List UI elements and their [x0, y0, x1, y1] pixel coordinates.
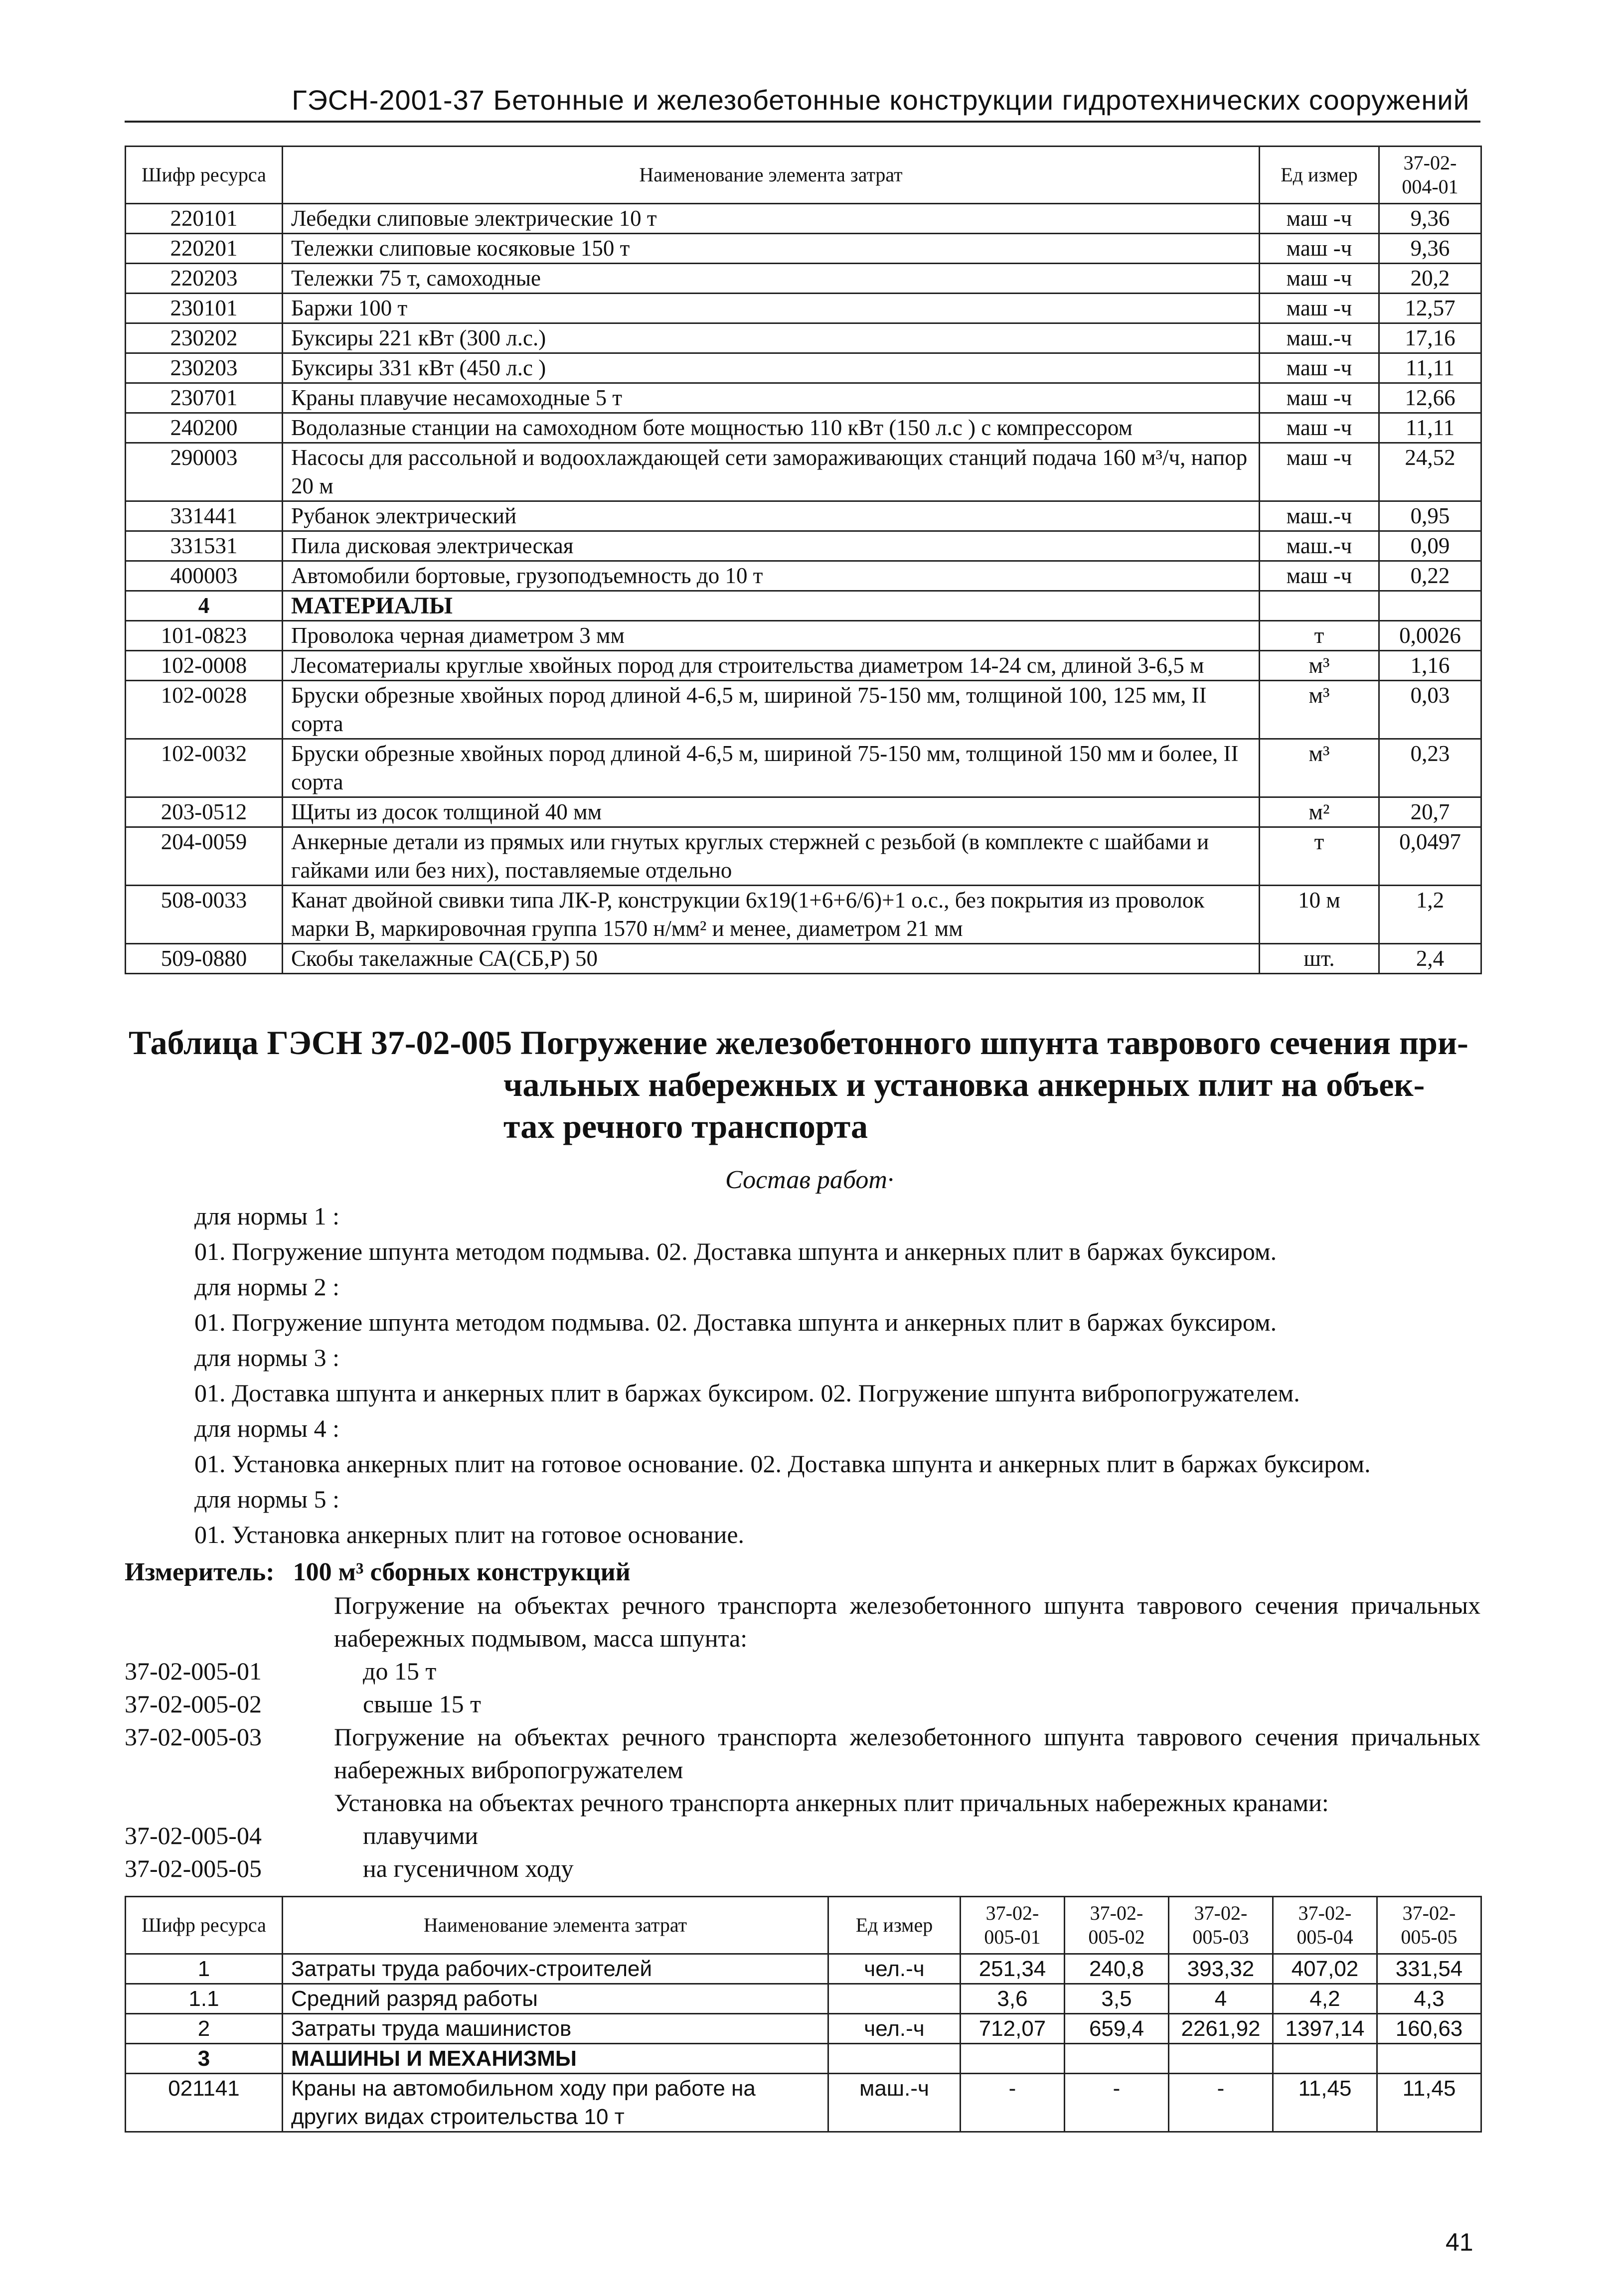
table-row: [126, 264, 1481, 294]
value-cell: [1169, 2044, 1273, 2074]
value-cell: 20,2: [1379, 264, 1481, 294]
resource-code-cell: 230203: [126, 353, 283, 383]
table-row: [126, 561, 1481, 591]
unit-cell: маш.-ч: [828, 2074, 961, 2132]
work-description: 01. Погружение шпунта методом подмыва. 02. Доставка шпунта и анкерных плит в баржах буксиром.: [194, 1237, 1277, 1265]
variant-text: плавучими: [363, 1822, 479, 1849]
resource-code-cell: 230202: [126, 323, 283, 353]
value-cell: 9,36: [1379, 234, 1481, 264]
value-cell: 4,3: [1377, 1984, 1481, 2014]
table-row: [126, 353, 1481, 383]
value-cell: 0,09: [1379, 531, 1481, 561]
resource-code-cell: 4: [126, 591, 283, 621]
table-row: [126, 651, 1481, 681]
value-cell: 11,11: [1379, 413, 1481, 443]
resource-code-cell: 240200: [126, 413, 283, 443]
table-row: [126, 443, 1481, 501]
unit-cell: маш -ч: [1260, 383, 1379, 413]
value-cell: [1065, 2044, 1169, 2074]
work-description: 01. Установка анкерных плит на готовое основание.: [194, 1521, 745, 1548]
work-description: 01. Доставка шпунта и анкерных плит в баржах буксиром. 02. Погружение шпунта вибропогружателем.: [194, 1379, 1300, 1407]
unit-cell: т: [1260, 827, 1379, 886]
value-cell: 12,66: [1379, 383, 1481, 413]
value-cell: 20,7: [1379, 797, 1481, 827]
page-header-title: ГЭСН-2001-37 Бетонные и железобетонные конструкции гидротехнических сооружений: [292, 84, 1469, 116]
unit-cell: маш.-ч: [1260, 531, 1379, 561]
unit-cell: м³: [1260, 651, 1379, 681]
table-heading-line-3: тах речного транспорта: [503, 1107, 868, 1145]
resource-name-cell: Лесоматериалы круглые хвойных пород для строительства диаметром 14-24 см, длиной 3-6,5 м: [283, 651, 1260, 681]
variant-code: 37-02-005-01: [125, 1657, 262, 1685]
variant-code: 37-02-005-04: [125, 1822, 262, 1849]
value-cell: 160,63: [1377, 2014, 1481, 2044]
resource-name-cell: Канат двойной свивки типа ЛК-Р, конструкции 6х19(1+6+6/6)+1 о.с., без покрытия из проволок марки В, маркировочная группа 1570 н/мм² и менее, диаметром 21 мм: [283, 886, 1260, 944]
table-row: [126, 204, 1481, 234]
table-row: [126, 739, 1481, 797]
resource-name-cell: Проволока черная диаметром 3 мм: [283, 621, 1260, 651]
unit-cell: т: [1260, 621, 1379, 651]
norm-label: для нормы 1 :: [194, 1202, 340, 1230]
value-cell: 0,95: [1379, 501, 1481, 531]
table-row: [126, 1954, 1481, 1984]
col-header-unit: Ед измер: [828, 1897, 961, 1954]
unit-cell: м³: [1260, 739, 1379, 797]
table-row: [126, 797, 1481, 827]
table-row: [126, 323, 1481, 353]
value-cell: 1397,14: [1273, 2014, 1377, 2044]
norm-label: для нормы 2 :: [194, 1273, 340, 1301]
table-heading: [129, 1022, 1484, 1147]
table-heading-line-1: Таблица ГЭСН 37-02-005 Погружение железобетонного шпунта таврового сечения при-: [129, 1024, 1468, 1062]
resource-name-cell: Краны на автомобильном ходу при работе на других видах строительства 10 т: [283, 2074, 828, 2132]
value-cell: 407,02: [1273, 1954, 1377, 1984]
unit-cell: маш -ч: [1260, 443, 1379, 501]
resource-name-cell: Баржи 100 т: [283, 294, 1260, 323]
value-cell: 2,4: [1379, 944, 1481, 974]
value-cell: [1377, 2044, 1481, 2074]
value-cell: 331,54: [1377, 1954, 1481, 1984]
value-cell: 1,2: [1379, 886, 1481, 944]
resource-name-cell: Рубанок электрический: [283, 501, 1260, 531]
value-cell: 12,57: [1379, 294, 1481, 323]
unit-cell: [828, 1984, 961, 2014]
resource-code-cell: 331531: [126, 531, 283, 561]
value-cell: [961, 2044, 1065, 2074]
table-row: [126, 944, 1481, 974]
resource-name-cell: Бруски обрезные хвойных пород длиной 4-6,5 м, шириной 75-150 мм, толщиной 100, 125 мм, II сорта: [283, 681, 1260, 739]
resources-table-37-02-005: [125, 1896, 1482, 2133]
unit-cell: [1260, 591, 1379, 621]
resource-name-cell: Затраты труда машинистов: [283, 2014, 828, 2044]
resource-name-cell: Буксиры 221 кВт (300 л.с.): [283, 323, 1260, 353]
table-body: [126, 1954, 1481, 2132]
table-row: [126, 827, 1481, 886]
value-cell: [1379, 591, 1481, 621]
value-cell: 659,4: [1065, 2014, 1169, 2044]
resource-name-cell: Автомобили бортовые, грузоподъемность до 10 т: [283, 561, 1260, 591]
resource-code-cell: 290003: [126, 443, 283, 501]
value-cell: 1,16: [1379, 651, 1481, 681]
resource-code-cell: 230701: [126, 383, 283, 413]
value-cell: 24,52: [1379, 443, 1481, 501]
table-row: [126, 413, 1481, 443]
resource-code-cell: 220203: [126, 264, 283, 294]
resource-name-cell: Тележки 75 т, самоходные: [283, 264, 1260, 294]
value-cell: -: [961, 2074, 1065, 2132]
col-header-norm-04: 37-02-005-04: [1273, 1897, 1377, 1954]
unit-cell: маш.-ч: [1260, 501, 1379, 531]
unit-cell: [828, 2044, 961, 2074]
value-cell: 0,03: [1379, 681, 1481, 739]
resource-code-cell: 2: [126, 2014, 283, 2044]
unit-cell: маш -ч: [1260, 413, 1379, 443]
col-header-norm-03: 37-02-005-03: [1169, 1897, 1273, 1954]
col-header-norm: 37-02-004-01: [1379, 147, 1481, 204]
value-cell: 393,32: [1169, 1954, 1273, 1984]
table-row: [126, 294, 1481, 323]
resource-code-cell: 203-0512: [126, 797, 283, 827]
section-row: [126, 591, 1481, 621]
table-header-row: [126, 1897, 1481, 1954]
resource-name-cell: Анкерные детали из прямых или гнутых круглых стержней с резьбой (в комплекте с шайбами и гайками или без них), поставляемые отдельно: [283, 827, 1260, 886]
section-row: [126, 2044, 1481, 2074]
unit-cell: маш -ч: [1260, 234, 1379, 264]
work-composition-list: [125, 1199, 1480, 1552]
table-body: [126, 204, 1481, 974]
table-row: [126, 501, 1481, 531]
variant-text: Погружение на объектах речного транспорта железобетонного шпунта таврового сечения причальных набережных вибропогружателем: [334, 1723, 1480, 1784]
resource-code-cell: 102-0032: [126, 739, 283, 797]
value-cell: 3,5: [1065, 1984, 1169, 2014]
variant-text: до 15 т: [363, 1657, 437, 1685]
resource-name-cell: Краны плавучие несамоходные 5 т: [283, 383, 1260, 413]
value-cell: 0,0497: [1379, 827, 1481, 886]
col-header-name: Наименование элемента затрат: [283, 1897, 828, 1954]
variant-text: свыше 15 т: [363, 1690, 481, 1718]
col-header-norm-02: 37-02-005-02: [1065, 1897, 1169, 1954]
resources-table-37-02-004: [125, 146, 1482, 974]
resource-name-cell: МАТЕРИАЛЫ: [283, 591, 1260, 621]
work-composition-heading: Состав работ·: [725, 1166, 894, 1194]
table-heading-line-2: чальных набережных и установка анкерных плит на объек-: [503, 1066, 1425, 1103]
value-cell: 240,8: [1065, 1954, 1169, 1984]
resource-code-cell: 101-0823: [126, 621, 283, 651]
variant-code: 37-02-005-05: [125, 1854, 262, 1882]
resource-code-cell: 102-0008: [126, 651, 283, 681]
resource-name-cell: Тележки слиповые косяковые 150 т: [283, 234, 1260, 264]
value-cell: 2261,92: [1169, 2014, 1273, 2044]
resource-name-cell: Водолазные станции на самоходном боте мощностью 110 кВт (150 л.с ) с компрессором: [283, 413, 1260, 443]
unit-cell: маш -ч: [1260, 561, 1379, 591]
value-cell: -: [1169, 2074, 1273, 2132]
resource-name-cell: Скобы такелажные СА(СБ,Р) 50: [283, 944, 1260, 974]
measure-line: [125, 1557, 1480, 1587]
value-cell: 9,36: [1379, 204, 1481, 234]
table-header-row: [126, 147, 1481, 204]
resource-code-cell: 3: [126, 2044, 283, 2074]
resource-code-cell: 204-0059: [126, 827, 283, 886]
resource-name-cell: Пила дисковая электрическая: [283, 531, 1260, 561]
header-rule: [125, 121, 1480, 123]
resource-code-cell: 230101: [126, 294, 283, 323]
unit-cell: м³: [1260, 681, 1379, 739]
value-cell: 3,6: [961, 1984, 1065, 2014]
unit-cell: м²: [1260, 797, 1379, 827]
value-cell: 4: [1169, 1984, 1273, 2014]
col-header-unit: Ед измер: [1260, 147, 1379, 204]
norm-variants: [125, 1589, 1480, 1885]
table-row: [126, 383, 1481, 413]
unit-cell: чел.-ч: [828, 2014, 961, 2044]
unit-cell: чел.-ч: [828, 1954, 961, 1984]
col-header-name: Наименование элемента затрат: [283, 147, 1260, 204]
norm-label: для нормы 4 :: [194, 1414, 340, 1442]
col-header-code: Шифр ресурса: [126, 1897, 283, 1954]
unit-cell: маш -ч: [1260, 294, 1379, 323]
value-cell: 11,11: [1379, 353, 1481, 383]
table-row: [126, 681, 1481, 739]
variant-intro-2: Установка на объектах речного транспорта анкерных плит причальных набережных кранами:: [334, 1789, 1329, 1817]
table-row: [126, 1984, 1481, 2014]
resource-name-cell: Буксиры 331 кВт (450 л.с ): [283, 353, 1260, 383]
resource-code-cell: 102-0028: [126, 681, 283, 739]
col-header-code: Шифр ресурса: [126, 147, 283, 204]
work-description: 01. Установка анкерных плит на готовое основание. 02. Доставка шпунта и анкерных плит в баржах буксиром.: [194, 1450, 1371, 1478]
value-cell: 0,22: [1379, 561, 1481, 591]
resource-name-cell: МАШИНЫ И МЕХАНИЗМЫ: [283, 2044, 828, 2074]
table-row: [126, 886, 1481, 944]
page-number: 41: [1446, 2228, 1473, 2256]
value-cell: [1273, 2044, 1377, 2074]
resource-code-cell: 1: [126, 1954, 283, 1984]
value-cell: 251,34: [961, 1954, 1065, 1984]
variant-intro-1: Погружение на объектах речного транспорта железобетонного шпунта таврового сечения причальных набережных подмывом, масса шпунта:: [334, 1591, 1480, 1652]
value-cell: 17,16: [1379, 323, 1481, 353]
value-cell: 0,23: [1379, 739, 1481, 797]
resource-code-cell: 509-0880: [126, 944, 283, 974]
unit-cell: маш -ч: [1260, 264, 1379, 294]
unit-cell: шт.: [1260, 944, 1379, 974]
value-cell: -: [1065, 2074, 1169, 2132]
resource-code-cell: 021141: [126, 2074, 283, 2132]
measure-label: Измеритель:: [125, 1558, 275, 1586]
resource-code-cell: 331441: [126, 501, 283, 531]
table-row: [126, 621, 1481, 651]
resource-name-cell: Щиты из досок толщиной 40 мм: [283, 797, 1260, 827]
resource-name-cell: Лебедки слиповые электрические 10 т: [283, 204, 1260, 234]
unit-cell: маш -ч: [1260, 353, 1379, 383]
variant-text: на гусеничном ходу: [363, 1854, 574, 1882]
unit-cell: маш.-ч: [1260, 323, 1379, 353]
value-cell: 712,07: [961, 2014, 1065, 2044]
value-cell: 11,45: [1273, 2074, 1377, 2132]
unit-cell: 10 м: [1260, 886, 1379, 944]
resource-name-cell: Бруски обрезные хвойных пород длиной 4-6,5 м, шириной 75-150 мм, толщиной 150 мм и более, II сорта: [283, 739, 1260, 797]
resource-code-cell: 220201: [126, 234, 283, 264]
table-row: [126, 2074, 1481, 2132]
resource-code-cell: 400003: [126, 561, 283, 591]
value-cell: 4,2: [1273, 1984, 1377, 2014]
work-description: 01. Погружение шпунта методом подмыва. 02. Доставка шпунта и анкерных плит в баржах буксиром.: [194, 1308, 1277, 1336]
resource-code-cell: 1.1: [126, 1984, 283, 2014]
norm-label: для нормы 3 :: [194, 1344, 340, 1372]
norm-label: для нормы 5 :: [194, 1485, 340, 1513]
resource-name-cell: Затраты труда рабочих-строителей: [283, 1954, 828, 1984]
unit-cell: маш -ч: [1260, 204, 1379, 234]
value-cell: 0,0026: [1379, 621, 1481, 651]
table-row: [126, 234, 1481, 264]
variant-code: 37-02-005-02: [125, 1690, 262, 1718]
table-row: [126, 531, 1481, 561]
measure-value: 100 м³ сборных конструкций: [293, 1558, 631, 1586]
resource-code-cell: 220101: [126, 204, 283, 234]
value-cell: 11,45: [1377, 2074, 1481, 2132]
variant-code: 37-02-005-03: [125, 1723, 262, 1751]
table-row: [126, 2014, 1481, 2044]
resource-code-cell: 508-0033: [126, 886, 283, 944]
col-header-norm-01: 37-02-005-01: [961, 1897, 1065, 1954]
resource-name-cell: Насосы для рассольной и водоохлаждающей сети замораживающих станций подача 160 м³/ч, напор 20 м: [283, 443, 1260, 501]
col-header-norm-05: 37-02-005-05: [1377, 1897, 1481, 1954]
resource-name-cell: Средний разряд работы: [283, 1984, 828, 2014]
